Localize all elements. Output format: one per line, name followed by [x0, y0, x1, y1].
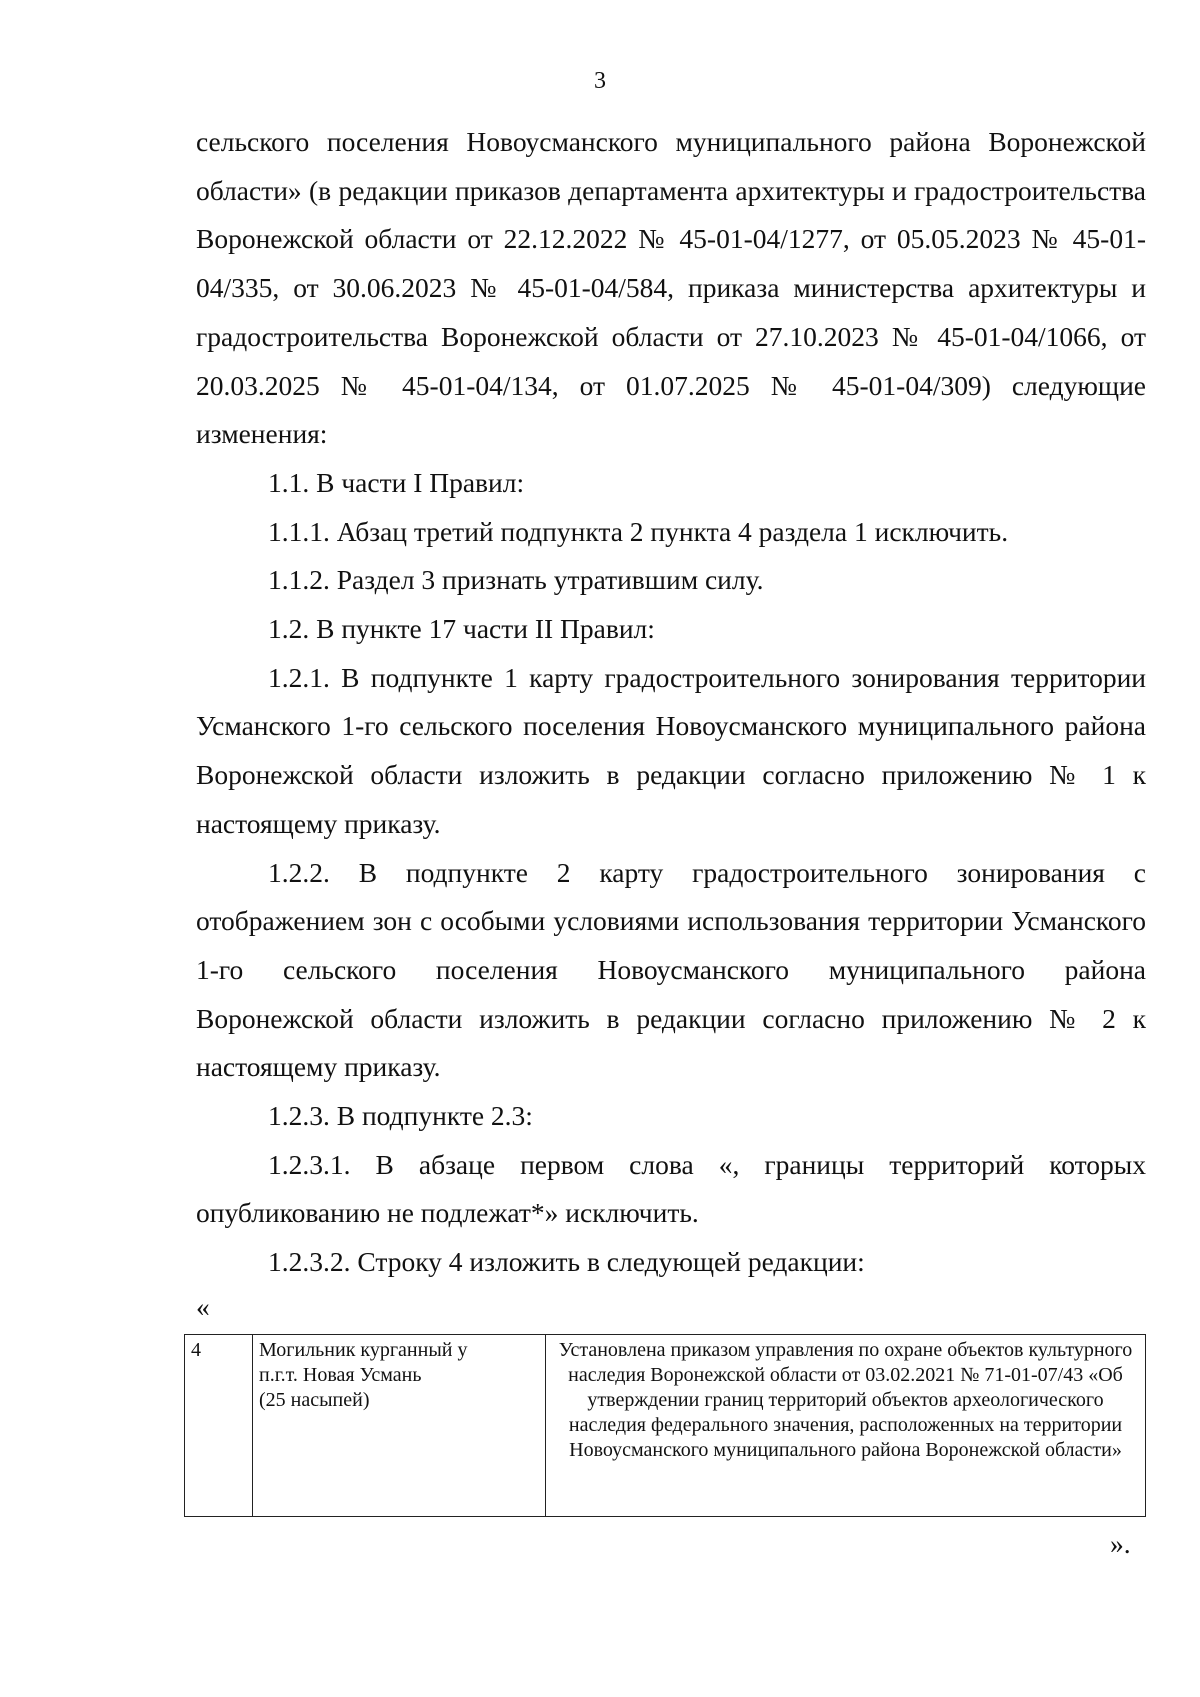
paragraph-1-2-3-1: 1.2.3.1. В абзаце первом слова «, границы территорий которых опубликованию не подлежат*» исключить. [196, 1148, 1146, 1229]
close-quote: ». [1110, 1528, 1131, 1559]
paragraph-1-2-2: 1.2.2. В подпункте 2 карту градостроительного зонирования с отображением зон с особыми условиями использования территории Усманского 1-го сельского поселения Новоусманского муниципального района Воронежской области изложить в редакции согласно приложению № 2 к настоящему приказу. [196, 856, 1146, 1083]
paragraph-1-2-3: 1.2.3. В подпункте 2.3: [268, 1100, 533, 1132]
amended-row-table [184, 1334, 1146, 1517]
paragraph-1-1-2: 1.1.2. Раздел 3 признать утратившим силу. [268, 564, 764, 596]
establishment-basis-cell: Установлена приказом управления по охране объектов культурного наследия Воронежской области от 03.02.2021 № 71-01-07/43 «Об утверждении границ территорий объектов археологического наследия федерального значения, расположенных на территории Новоусманского муниципального района Воронежской области» [546, 1335, 1146, 1517]
paragraph-1-2: 1.2. В пункте 17 части II Правил: [268, 613, 655, 645]
object-name-line: Могильник курганный у [259, 1339, 468, 1361]
row-number-cell: 4 [185, 1335, 253, 1517]
table-row [185, 1335, 1146, 1517]
paragraph-1-2-3-2: 1.2.3.2. Строку 4 изложить в следующей редакции: [268, 1246, 865, 1278]
paragraph-1-1: 1.1. В части I Правил: [268, 466, 525, 498]
document-body [196, 118, 1146, 1287]
object-name-line: п.г.т. Новая Усмань [259, 1364, 422, 1386]
object-name-cell [253, 1335, 546, 1517]
page-number: 3 [594, 68, 606, 94]
open-quote: « [196, 1291, 210, 1322]
paragraph-1-1-1: 1.1.1. Абзац третий подпункта 2 пункта 4 раздела 1 исключить. [268, 515, 1009, 547]
object-name-line: (25 насыпей) [259, 1389, 370, 1411]
paragraph-continuation: сельского поселения Новоусманского муниципального района Воронежской области» (в редакции приказов департамента архитектуры и градостроительства Воронежской области от 22.12.2022 № 45-01-04/1277, от 05.05.2023 № 45-01-04/335, от 30.06.2023 № 45-01-04/584, приказа министерства архитектуры и градостроительства Воронежской области от 27.10.2023 № 45-01-04/1066, от 20.03.2025 № 45-01-04/134, от 01.07.2025 № 45-01-04/309) следующие изменения: [196, 126, 1146, 450]
paragraph-1-2-1: 1.2.1. В подпункте 1 карту градостроительного зонирования территории Усманского 1-го сельского поселения Новоусманского муниципального района Воронежской области изложить в редакции согласно приложению № 1 к настоящему приказу. [196, 661, 1146, 839]
